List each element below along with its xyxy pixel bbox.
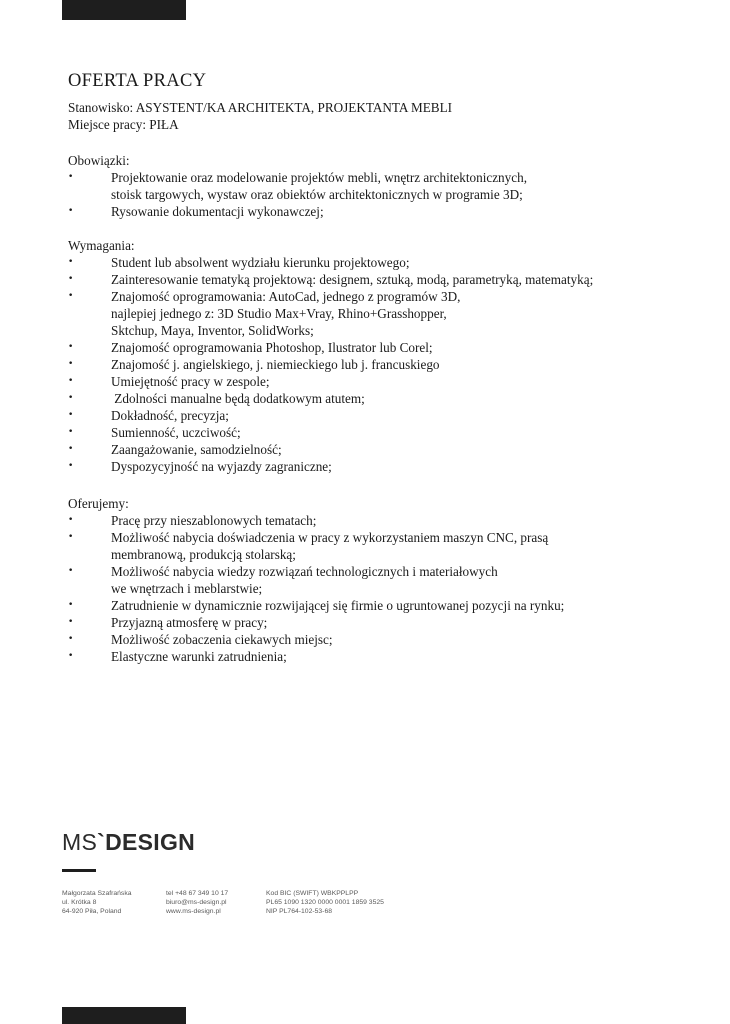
- list-item-text: Pracę przy nieszablonowych tematach;: [111, 513, 317, 528]
- list-item: [68, 597, 708, 614]
- list-item-text: Dyspozycyjność na wyjazdy zagraniczne;: [111, 459, 332, 474]
- logo-design-text: DESIGN: [105, 829, 196, 855]
- list-item: [68, 512, 708, 529]
- list-item: [68, 407, 708, 424]
- list-item: [68, 390, 708, 407]
- offer-heading: Oferujemy:: [68, 496, 129, 511]
- job-position: Stanowisko: ASYSTENT/KA ARCHITEKTA, PROJEKTANTA MEBLI: [68, 100, 453, 115]
- list-item-text: Dokładność, precyzja;: [111, 408, 229, 423]
- requirements-list: [68, 254, 708, 475]
- list-item-text: Przyjazną atmosferę w pracy;: [111, 615, 268, 630]
- bottom-decorative-bar: [62, 1007, 186, 1024]
- list-item-text: Sumienność, uczciwość;: [111, 425, 241, 440]
- footer-bic: Kod BIC (SWIFT) WBKPPLPP: [266, 890, 359, 897]
- logo-ms-text: MS: [62, 829, 98, 855]
- list-item: [68, 373, 708, 390]
- bullet-icon: •: [68, 617, 74, 627]
- footer-nip: NIP PL764-102-53-68: [266, 908, 333, 915]
- bullet-icon: •: [68, 427, 74, 437]
- list-item: [68, 169, 708, 203]
- footer-street: ul. Krótka 8: [62, 899, 97, 906]
- bullet-icon: •: [68, 342, 74, 352]
- duties-list: [68, 169, 708, 220]
- bullet-icon: •: [68, 172, 74, 182]
- list-item-text: Zaangażowanie, samodzielność;: [111, 442, 282, 457]
- list-item: [68, 203, 708, 220]
- list-item-text: Możliwość nabycia wiedzy rozwiązań technologicznych i materiałowych: [111, 564, 498, 579]
- list-item-text: Umiejętność pracy w zespole;: [111, 374, 270, 389]
- bullet-icon: •: [68, 461, 74, 471]
- list-item: [68, 648, 708, 665]
- bullet-icon: •: [68, 634, 74, 644]
- list-item-text: Elastyczne warunki zatrudnienia;: [111, 649, 287, 664]
- bullet-icon: •: [68, 393, 74, 403]
- bullet-icon: •: [68, 515, 74, 525]
- footer-bank-info: [266, 889, 384, 916]
- footer-phone: tel +48 67 349 10 17: [166, 890, 229, 897]
- list-item: [68, 614, 708, 631]
- list-item-text-continued: stoisk targowych, wystaw oraz obiektów architektonicznych w programie 3D;: [111, 187, 523, 202]
- list-item-text: Rysowanie dokumentacji wykonawczej;: [111, 204, 324, 219]
- bullet-icon: •: [68, 600, 74, 610]
- bullet-icon: •: [68, 376, 74, 386]
- bullet-icon: •: [68, 410, 74, 420]
- list-item-text: Zdolności manualne będą dodatkowym atutem;: [111, 391, 365, 406]
- list-item-text: Znajomość oprogramowania: AutoCad, jednego z programów 3D,: [111, 289, 461, 304]
- bullet-icon: •: [68, 359, 74, 369]
- list-item: [68, 424, 708, 441]
- list-item-text-continued: we wnętrzach i meblarstwie;: [111, 581, 263, 596]
- footer-iban: PL65 1090 1320 0000 0001 1859 3525: [266, 899, 384, 906]
- list-item: [68, 356, 708, 373]
- list-item-text-continued: Sktchup, Maya, Inventor, SolidWorks;: [111, 323, 314, 338]
- bullet-icon: •: [68, 257, 74, 267]
- list-item: [68, 563, 708, 597]
- list-item: [68, 631, 708, 648]
- offer-list: [68, 512, 708, 665]
- document-title: OFERTA PRACY: [68, 71, 207, 91]
- job-meta: [68, 99, 452, 133]
- requirements-section: [68, 237, 708, 475]
- bullet-icon: •: [68, 566, 74, 576]
- list-item: [68, 458, 708, 475]
- list-item: [68, 529, 708, 563]
- footer-website: www.ms-design.pl: [166, 908, 221, 915]
- list-item-text: Zatrudnienie w dynamicznie rozwijającej się firmie o ugruntowanej pozycji na rynku;: [111, 598, 565, 613]
- list-item-text: Znajomość j. angielskiego, j. niemieckiego lub j. francuskiego: [111, 357, 440, 372]
- bullet-icon: •: [68, 291, 74, 301]
- requirements-heading: Wymagania:: [68, 238, 135, 253]
- list-item-text: Możliwość nabycia doświadczenia w pracy z wykorzystaniem maszyn CNC, prasą: [111, 530, 549, 545]
- list-item-text: Student lub absolwent wydziału kierunku projektowego;: [111, 255, 410, 270]
- bullet-icon: •: [68, 651, 74, 661]
- duties-heading: Obowiązki:: [68, 153, 130, 168]
- list-item: [68, 339, 708, 356]
- list-item: [68, 288, 708, 339]
- footer-name: Małgorzata Szafrańska: [62, 890, 132, 897]
- logo-underline: [62, 869, 96, 872]
- list-item-text-continued: najlepiej jednego z: 3D Studio Max+Vray, Rhino+Grasshopper,: [111, 306, 447, 321]
- list-item-text: Zainteresowanie tematyką projektową: designem, sztuką, modą, parametryką, matematyką;: [111, 272, 594, 287]
- offer-section: [68, 495, 708, 665]
- footer-contact-person: [62, 889, 132, 916]
- bullet-icon: •: [68, 206, 74, 216]
- list-item: [68, 254, 708, 271]
- list-item: [68, 271, 708, 288]
- duties-section: [68, 152, 708, 220]
- company-logo: [62, 828, 195, 856]
- list-item-text-continued: membranową, produkcją stolarską;: [111, 547, 296, 562]
- footer-contact-info: [166, 889, 228, 916]
- footer-email: biuro@ms-design.pl: [166, 899, 227, 906]
- bullet-icon: •: [68, 444, 74, 454]
- list-item: [68, 441, 708, 458]
- list-item-text: Znajomość oprogramowania Photoshop, Ilustrator lub Corel;: [111, 340, 433, 355]
- logo-tick-mark: `: [97, 829, 106, 855]
- footer-city: 64-920 Piła, Poland: [62, 908, 122, 915]
- list-item-text: Projektowanie oraz modelowanie projektów mebli, wnętrz architektonicznych,: [111, 170, 527, 185]
- bullet-icon: •: [68, 274, 74, 284]
- top-decorative-bar: [62, 0, 186, 20]
- job-location: Miejsce pracy: PIŁA: [68, 117, 179, 132]
- bullet-icon: •: [68, 532, 74, 542]
- list-item-text: Możliwość zobaczenia ciekawych miejsc;: [111, 632, 333, 647]
